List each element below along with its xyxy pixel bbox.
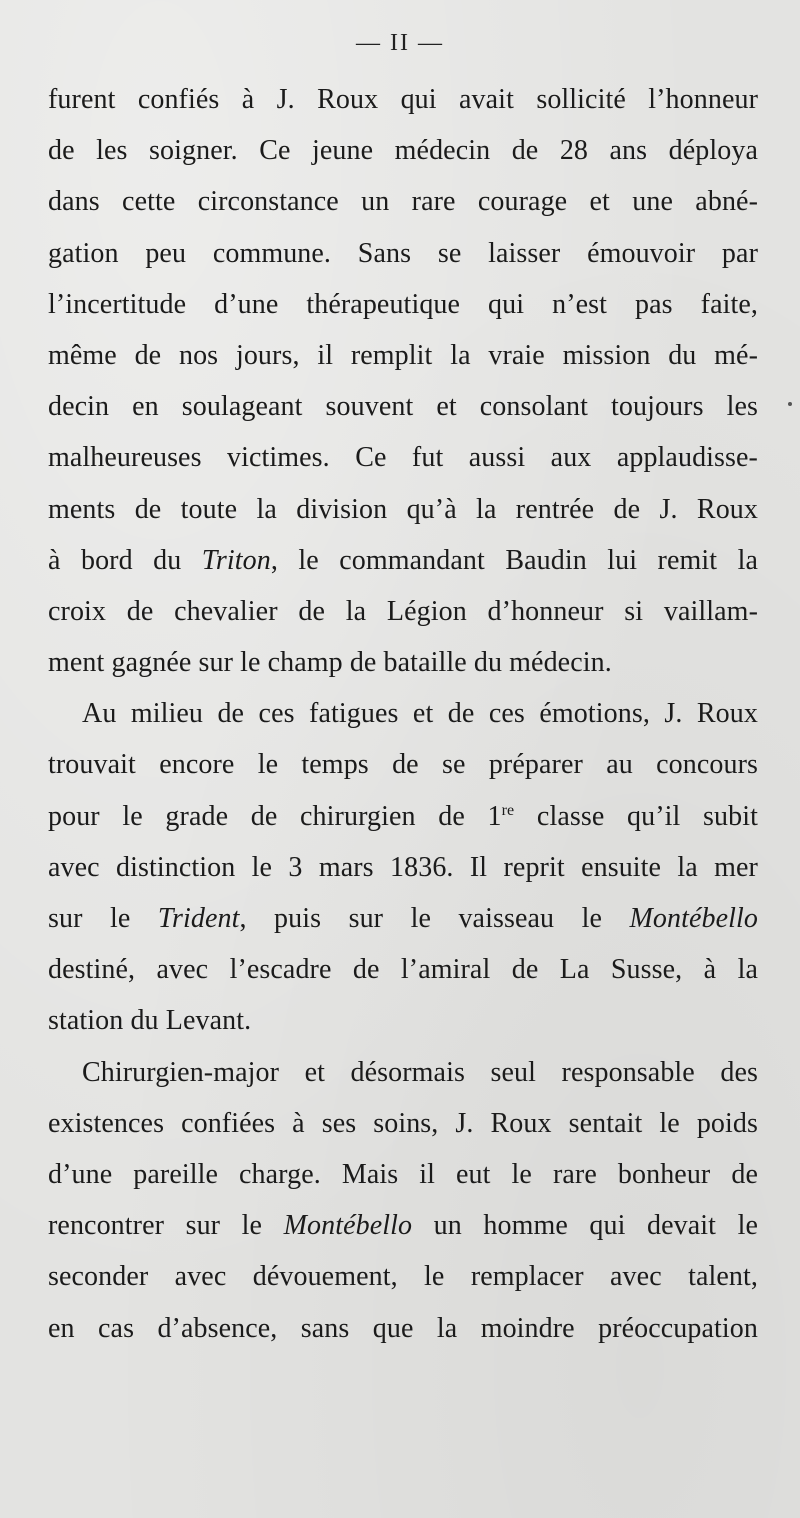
- text-run: rencontrer sur le: [48, 1210, 284, 1242]
- text-line: malheureuses victimes. Ce fut aussi aux applaudisse-: [48, 442, 758, 474]
- body-text: [48, 74, 758, 1354]
- paper-speck: [788, 402, 792, 406]
- paragraph-start-line: Chirurgien-major et désormais seul responsable des: [82, 1056, 758, 1088]
- superscript: re: [501, 801, 515, 819]
- text-line: même de nos jours, il remplit la vraie mission du mé-: [48, 339, 758, 371]
- text-line: decin en soulageant souvent et consolant toujours les: [48, 391, 758, 423]
- text-line: furent confiés à J. Roux qui avait sollicité l’honneur: [48, 84, 758, 115]
- text-line: d’une pareille charge. Mais il eut le rare bonheur de: [48, 1158, 758, 1190]
- text-line: ment gagnée sur le champ de bataille du médecin.: [48, 647, 612, 679]
- text-line: dans cette circonstance un rare courage et une abné-: [48, 186, 758, 218]
- ship-name-triton: Triton: [201, 544, 271, 576]
- text-run: à bord du: [48, 544, 202, 576]
- text-line: croix de chevalier de la Légion d’honneur si vaillam-: [48, 595, 758, 627]
- text-line: en cas d’absence, sans que la moindre préoccupation: [48, 1312, 758, 1344]
- page-number: — II —: [356, 30, 444, 56]
- text-line: [48, 791, 758, 842]
- text-run: sur le: [48, 903, 158, 934]
- text-run: pour le grade de chirurgien de 1: [48, 800, 502, 832]
- text-run: , puis sur le vaisseau le: [239, 903, 630, 934]
- ship-name-trident: Trident: [157, 903, 240, 934]
- text-line: l’incertitude d’une thérapeutique qui n’est pas faite,: [48, 288, 758, 320]
- text-line: destiné, avec l’escadre de l’amiral de La Susse, à la: [48, 954, 758, 986]
- text-line: [48, 535, 758, 586]
- text-line: trouvait encore le temps de se préparer au concours: [48, 749, 758, 781]
- ship-name-montebello: Montébello: [629, 903, 758, 934]
- text-line: de les soigner. Ce jeune médecin de 28 ans déploya: [48, 135, 758, 167]
- text-line: [48, 1200, 758, 1251]
- text-run: classe qu’il subit: [514, 800, 759, 832]
- text-run: , le commandant Baudin lui remit la: [270, 544, 758, 576]
- text-line: station du Levant.: [48, 1005, 252, 1037]
- paragraph-start-line: Au milieu de ces fatigues et de ces émotions, J. Roux: [82, 698, 758, 730]
- text-line: avec distinction le 3 mars 1836. Il reprit ensuite la mer: [48, 851, 758, 883]
- text-line: gation peu commune. Sans se laisser émouvoir par: [48, 237, 758, 269]
- ship-name-montebello: Montébello: [283, 1210, 413, 1242]
- text-run: un homme qui devait le: [412, 1210, 759, 1242]
- text-line: ments de toute la division qu’à la rentrée de J. Roux: [48, 493, 758, 525]
- text-line: existences confiées à ses soins, J. Roux sentait le poids: [48, 1107, 758, 1139]
- text-line: [48, 893, 758, 944]
- text-line: seconder avec dévouement, le remplacer avec talent,: [48, 1261, 758, 1293]
